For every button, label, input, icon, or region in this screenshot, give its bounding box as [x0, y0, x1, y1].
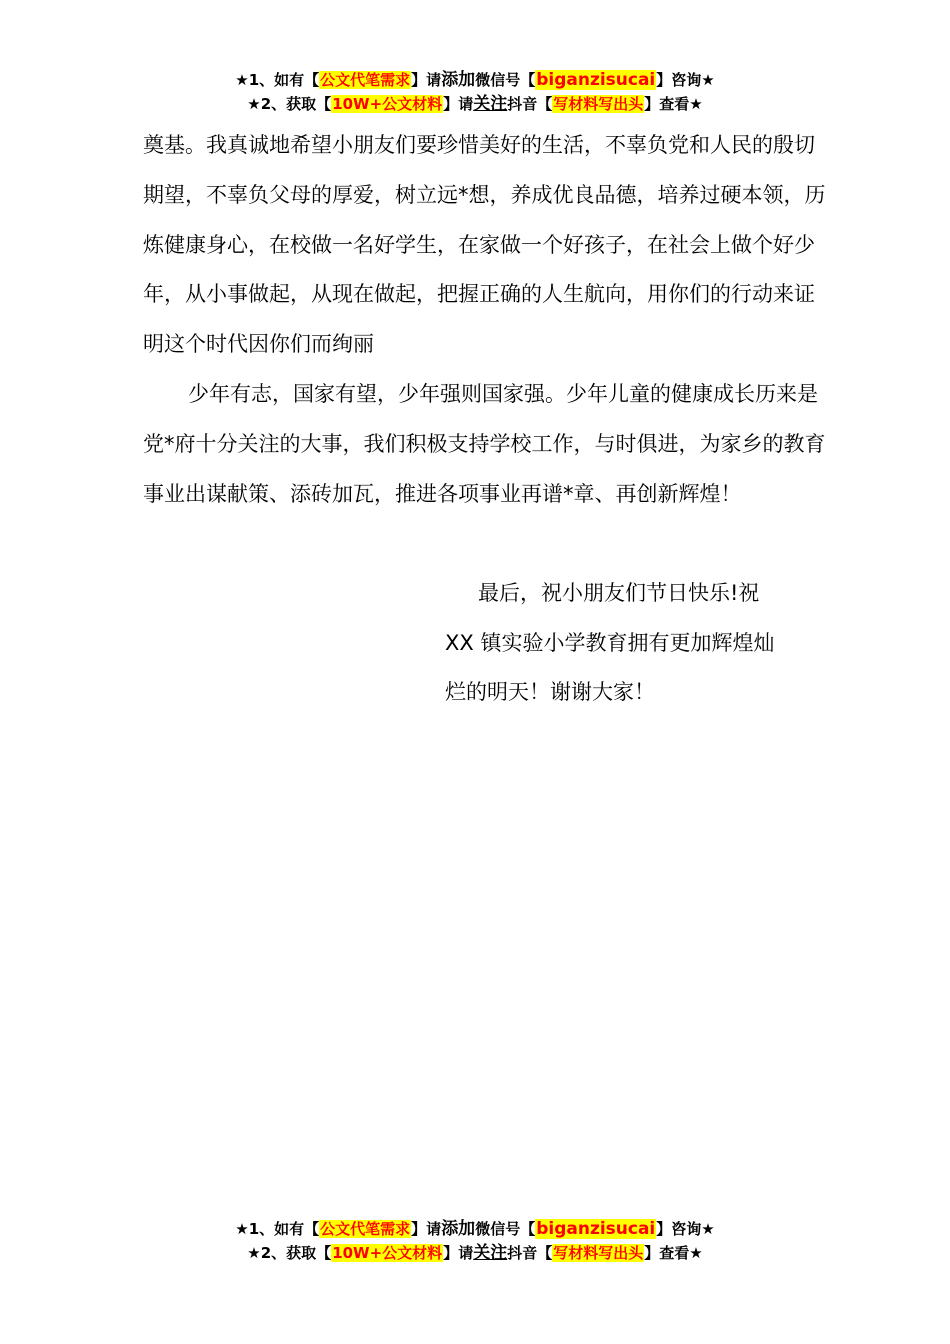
banner-line-2: ★2、获取【10W+公文材料】请关注抖音【写材料写出头】查看★ — [247, 94, 703, 114]
closing-line-3: 烂的明天！谢谢大家！ — [445, 680, 655, 704]
document-body — [143, 121, 833, 519]
body-paragraph-1: 奠基。我真诚地希望小朋友们要珍惜美好的生活，不辜负党和人民的殷切期望，不辜负父母的厚爱，树立远*想，养成优良品德，培养过硬本领，历炼健康身心，在校做一名好学生，在家做一个好孩子，在社会上做个好少年，从小事做起，从现在做起，把握正确的人生航向，用你们的行动来证明这个时代因你们而绚丽 — [143, 133, 826, 357]
banner-line-1: ★1、如有【公文代笔需求】请添加微信号【biganzisucai】咨询★ — [235, 70, 715, 90]
closing-line-2: XX 镇实验小学教育拥有更加辉煌灿 — [445, 631, 775, 655]
closing-line-1: 最后，祝小朋友们节日快乐!祝 — [478, 581, 760, 605]
footer-line-1: ★1、如有【公文代笔需求】请添加微信号【biganzisucai】咨询★ — [235, 1219, 715, 1239]
banner-emphasis-follow: 关注 — [473, 94, 508, 114]
footer-emphasis-follow: 关注 — [473, 1243, 508, 1263]
footer-highlight-wechat-id: biganzisucai — [536, 1219, 656, 1239]
banner-highlight-service: 公文代笔需求 — [320, 71, 411, 89]
body-paragraph-2: 少年有志，国家有望，少年强则国家强。少年儿童的健康成长历来是党*府十分关注的大事，我们积极支持学校工作，与时俱进，为家乡的教育事业出谋献策、添砖加瓦，推进各项事业再谱*章、再创新辉煌！ — [143, 381, 826, 506]
header-banner — [0, 68, 950, 116]
footer-banner — [0, 1217, 950, 1265]
footer-highlight-douyin: 写材料写出头 — [553, 1244, 644, 1262]
footer-highlight-materials: 10W+公文材料 — [332, 1244, 443, 1262]
footer-emphasis-add: 添加 — [441, 1219, 476, 1239]
banner-emphasis-add: 添加 — [441, 70, 476, 90]
footer-line-2: ★2、获取【10W+公文材料】请关注抖音【写材料写出头】查看★ — [247, 1243, 703, 1263]
footer-highlight-service: 公文代笔需求 — [320, 1220, 411, 1238]
banner-highlight-douyin: 写材料写出头 — [553, 95, 644, 113]
banner-highlight-materials: 10W+公文材料 — [332, 95, 443, 113]
banner-highlight-wechat-id: biganzisucai — [536, 70, 656, 90]
